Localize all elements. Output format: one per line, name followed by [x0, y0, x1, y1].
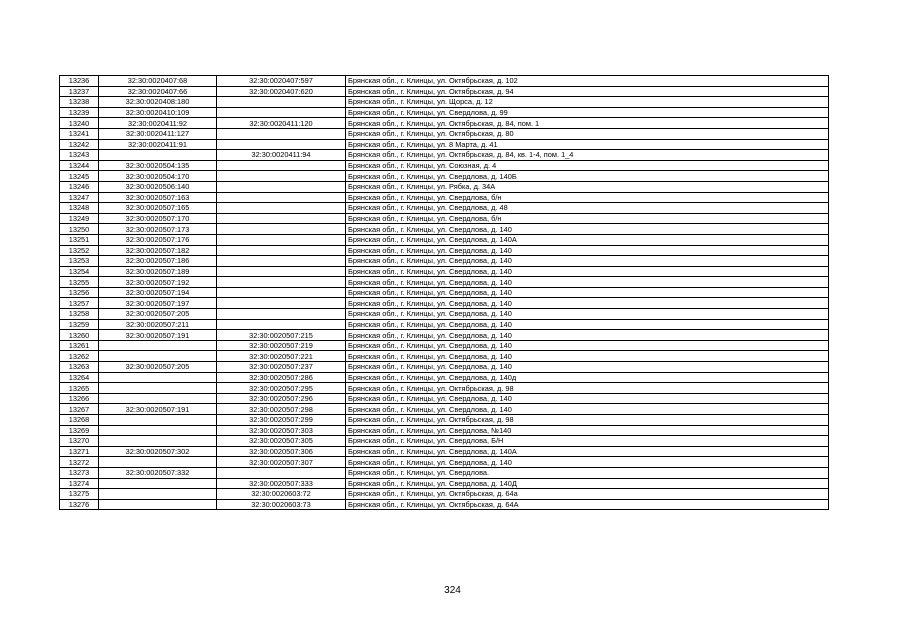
- cadastral-number-secondary-cell: [217, 224, 346, 235]
- row-number-cell: 13249: [60, 213, 99, 224]
- cadastral-number-secondary-cell: [217, 213, 346, 224]
- row-number-cell: 13245: [60, 171, 99, 182]
- table-row: [60, 489, 829, 500]
- address-cell: Брянская обл., г. Клинцы, ул. Свердлова, д. 140: [346, 330, 829, 341]
- address-cell: Брянская обл., г. Клинцы, ул. Свердлова, д. 99: [346, 107, 829, 118]
- cadastral-number-cell: [99, 436, 217, 447]
- row-number-cell: 13253: [60, 256, 99, 267]
- address-cell: Брянская обл., г. Клинцы, ул. Свердлова, д. 140: [346, 351, 829, 362]
- registry-table-body: [60, 76, 829, 510]
- cadastral-number-secondary-cell: 32:30:0020407:597: [217, 76, 346, 87]
- cadastral-number-cell: 32:30:0020506:140: [99, 181, 217, 192]
- table-row: [60, 309, 829, 320]
- row-number-cell: 13236: [60, 76, 99, 87]
- row-number-cell: 13273: [60, 467, 99, 478]
- cadastral-number-cell: 32:30:0020410:109: [99, 107, 217, 118]
- row-number-cell: 13246: [60, 181, 99, 192]
- table-row: [60, 171, 829, 182]
- cadastral-number-secondary-cell: [217, 203, 346, 214]
- cadastral-number-cell: 32:30:0020507:182: [99, 245, 217, 256]
- cadastral-number-secondary-cell: 32:30:0020507:219: [217, 340, 346, 351]
- cadastral-number-secondary-cell: [217, 139, 346, 150]
- row-number-cell: 13266: [60, 393, 99, 404]
- cadastral-number-secondary-cell: [217, 298, 346, 309]
- address-cell: Брянская обл., г. Клинцы, ул. Свердлова, д. 140: [346, 362, 829, 373]
- address-cell: Брянская обл., г. Клинцы, ул. Свердлова, д. 140д: [346, 372, 829, 383]
- address-cell: Брянская обл., г. Клинцы, ул. Свердлова, д. 140: [346, 287, 829, 298]
- address-cell: Брянская обл., г. Клинцы, ул. Свердлова, д. 140: [346, 245, 829, 256]
- row-number-cell: 13258: [60, 309, 99, 320]
- table-row: [60, 256, 829, 267]
- cadastral-number-secondary-cell: 32:30:0020507:286: [217, 372, 346, 383]
- row-number-cell: 13241: [60, 128, 99, 139]
- cadastral-number-secondary-cell: 32:30:0020603:73: [217, 499, 346, 510]
- row-number-cell: 13255: [60, 277, 99, 288]
- table-row: [60, 266, 829, 277]
- row-number-cell: 13269: [60, 425, 99, 436]
- row-number-cell: 13272: [60, 457, 99, 468]
- address-cell: Брянская обл., г. Клинцы, ул. Свердлова, б/н: [346, 192, 829, 203]
- row-number-cell: 13239: [60, 107, 99, 118]
- table-row: [60, 362, 829, 373]
- table-row: [60, 298, 829, 309]
- cadastral-number-cell: [99, 150, 217, 161]
- address-cell: Брянская обл., г. Клинцы, ул. Октябрьская, д. 94: [346, 86, 829, 97]
- address-cell: Брянская обл., г. Клинцы, ул. Свердлова, д. 140: [346, 340, 829, 351]
- cadastral-number-cell: 32:30:0020504:170: [99, 171, 217, 182]
- cadastral-number-cell: [99, 489, 217, 500]
- cadastral-number-cell: 32:30:0020411:92: [99, 118, 217, 129]
- cadastral-number-cell: 32:30:0020507:189: [99, 266, 217, 277]
- row-number-cell: 13262: [60, 351, 99, 362]
- address-cell: Брянская обл., г. Клинцы, ул. Октябрьская, д. 98: [346, 415, 829, 426]
- address-cell: Брянская обл., г. Клинцы, ул. Свердлова.: [346, 467, 829, 478]
- table-row: [60, 393, 829, 404]
- cadastral-number-secondary-cell: 32:30:0020507:305: [217, 436, 346, 447]
- address-cell: Брянская обл., г. Клинцы, ул. Свердлова, б/н: [346, 213, 829, 224]
- address-cell: Брянская обл., г. Клинцы, ул. Рябка, д. 34А: [346, 181, 829, 192]
- table-row: [60, 404, 829, 415]
- table-row: [60, 107, 829, 118]
- row-number-cell: 13276: [60, 499, 99, 510]
- address-cell: Брянская обл., г. Клинцы, ул. Свердлова, д. 140Д: [346, 478, 829, 489]
- table-row: [60, 97, 829, 108]
- cadastral-number-secondary-cell: [217, 245, 346, 256]
- cadastral-number-cell: 32:30:0020411:127: [99, 128, 217, 139]
- cadastral-number-secondary-cell: 32:30:0020507:221: [217, 351, 346, 362]
- address-cell: Брянская обл., г. Клинцы, ул. Щорса, д. 12: [346, 97, 829, 108]
- cadastral-number-cell: [99, 499, 217, 510]
- table-row: [60, 181, 829, 192]
- cadastral-number-secondary-cell: 32:30:0020407:620: [217, 86, 346, 97]
- table-row: [60, 277, 829, 288]
- address-cell: Брянская обл., г. Клинцы, ул. Свердлова, д. 140: [346, 277, 829, 288]
- cadastral-number-secondary-cell: 32:30:0020507:298: [217, 404, 346, 415]
- table-row: [60, 234, 829, 245]
- address-cell: Брянская обл., г. Клинцы, ул. Свердлова, д. 140: [346, 457, 829, 468]
- row-number-cell: 13244: [60, 160, 99, 171]
- address-cell: Брянская обл., г. Клинцы, ул. Свердлова, д. 140А: [346, 446, 829, 457]
- row-number-cell: 13263: [60, 362, 99, 373]
- row-number-cell: 13270: [60, 436, 99, 447]
- table-row: [60, 128, 829, 139]
- table-row: [60, 118, 829, 129]
- cadastral-number-cell: 32:30:0020507:173: [99, 224, 217, 235]
- table-row: [60, 436, 829, 447]
- address-cell: Брянская обл., г. Клинцы, ул. 8 Марта, д. 41: [346, 139, 829, 150]
- cadastral-number-cell: [99, 478, 217, 489]
- address-cell: Брянская обл., г. Клинцы, ул. Свердлова, д. 140: [346, 393, 829, 404]
- cadastral-number-cell: 32:30:0020507:191: [99, 330, 217, 341]
- row-number-cell: 13247: [60, 192, 99, 203]
- cadastral-number-secondary-cell: [217, 97, 346, 108]
- row-number-cell: 13264: [60, 372, 99, 383]
- cadastral-number-secondary-cell: [217, 128, 346, 139]
- table-row: [60, 160, 829, 171]
- cadastral-number-cell: 32:30:0020411:91: [99, 139, 217, 150]
- cadastral-number-cell: 32:30:0020507:165: [99, 203, 217, 214]
- address-cell: Брянская обл., г. Клинцы, ул. Свердлова, д. 140: [346, 266, 829, 277]
- cadastral-number-secondary-cell: 32:30:0020507:215: [217, 330, 346, 341]
- row-number-cell: 13252: [60, 245, 99, 256]
- address-cell: Брянская обл., г. Клинцы, ул. Свердлова, д. 140: [346, 404, 829, 415]
- row-number-cell: 13271: [60, 446, 99, 457]
- table-row: [60, 415, 829, 426]
- address-cell: Брянская обл., г. Клинцы, ул. Свердлова, д. 140: [346, 319, 829, 330]
- row-number-cell: 13243: [60, 150, 99, 161]
- cadastral-number-secondary-cell: [217, 266, 346, 277]
- cadastral-number-secondary-cell: 32:30:0020507:237: [217, 362, 346, 373]
- cadastral-number-cell: [99, 457, 217, 468]
- cadastral-number-cell: 32:30:0020507:191: [99, 404, 217, 415]
- table-row: [60, 457, 829, 468]
- address-cell: Брянская обл., г. Клинцы, ул. Октябрьская, д. 64а: [346, 489, 829, 500]
- row-number-cell: 13265: [60, 383, 99, 394]
- row-number-cell: 13240: [60, 118, 99, 129]
- cadastral-number-secondary-cell: [217, 192, 346, 203]
- row-number-cell: 13260: [60, 330, 99, 341]
- row-number-cell: 13275: [60, 489, 99, 500]
- cadastral-number-secondary-cell: [217, 309, 346, 320]
- row-number-cell: 13256: [60, 287, 99, 298]
- cadastral-number-secondary-cell: 32:30:0020507:296: [217, 393, 346, 404]
- table-row: [60, 425, 829, 436]
- row-number-cell: 13274: [60, 478, 99, 489]
- table-row: [60, 76, 829, 87]
- row-number-cell: 13259: [60, 319, 99, 330]
- table-row: [60, 372, 829, 383]
- row-number-cell: 13267: [60, 404, 99, 415]
- cadastral-number-cell: [99, 351, 217, 362]
- cadastral-number-cell: [99, 425, 217, 436]
- cadastral-number-cell: 32:30:0020507:332: [99, 467, 217, 478]
- address-cell: Брянская обл., г. Клинцы, ул. Октябрьская, д. 80: [346, 128, 829, 139]
- row-number-cell: 13242: [60, 139, 99, 150]
- table-row: [60, 139, 829, 150]
- cadastral-number-secondary-cell: [217, 256, 346, 267]
- cadastral-number-secondary-cell: 32:30:0020507:333: [217, 478, 346, 489]
- address-cell: Брянская обл., г. Клинцы, ул. Союзная, д. 4: [346, 160, 829, 171]
- cadastral-number-cell: 32:30:0020507:205: [99, 309, 217, 320]
- address-cell: Брянская обл., г. Клинцы, ул. Свердлова, д. 140Б: [346, 171, 829, 182]
- cadastral-number-secondary-cell: [217, 287, 346, 298]
- table-row: [60, 287, 829, 298]
- table-row: [60, 86, 829, 97]
- cadastral-number-cell: 32:30:0020507:205: [99, 362, 217, 373]
- row-number-cell: 13248: [60, 203, 99, 214]
- cadastral-number-cell: 32:30:0020407:66: [99, 86, 217, 97]
- row-number-cell: 13261: [60, 340, 99, 351]
- registry-table: [59, 75, 829, 510]
- cadastral-number-cell: 32:30:0020507:163: [99, 192, 217, 203]
- row-number-cell: 13237: [60, 86, 99, 97]
- table-row: [60, 340, 829, 351]
- cadastral-number-secondary-cell: [217, 277, 346, 288]
- cadastral-number-cell: [99, 415, 217, 426]
- row-number-cell: 13268: [60, 415, 99, 426]
- cadastral-number-secondary-cell: [217, 181, 346, 192]
- table-row: [60, 150, 829, 161]
- cadastral-number-secondary-cell: [217, 319, 346, 330]
- cadastral-number-cell: 32:30:0020408:180: [99, 97, 217, 108]
- table-row: [60, 383, 829, 394]
- address-cell: Брянская обл., г. Клинцы, ул. Свердлова, д. 140А: [346, 234, 829, 245]
- cadastral-number-secondary-cell: 32:30:0020507:306: [217, 446, 346, 457]
- table-row: [60, 245, 829, 256]
- cadastral-number-secondary-cell: 32:30:0020507:303: [217, 425, 346, 436]
- address-cell: Брянская обл., г. Клинцы, ул. Октябрьская, д. 84, пом. 1: [346, 118, 829, 129]
- cadastral-number-cell: 32:30:0020507:186: [99, 256, 217, 267]
- table-row: [60, 499, 829, 510]
- table-row: [60, 467, 829, 478]
- cadastral-number-cell: 32:30:0020504:135: [99, 160, 217, 171]
- cadastral-number-secondary-cell: [217, 171, 346, 182]
- cadastral-number-cell: [99, 383, 217, 394]
- table-row: [60, 478, 829, 489]
- cadastral-number-cell: 32:30:0020507:194: [99, 287, 217, 298]
- cadastral-number-cell: [99, 372, 217, 383]
- cadastral-number-secondary-cell: 32:30:0020411:120: [217, 118, 346, 129]
- cadastral-number-cell: 32:30:0020507:170: [99, 213, 217, 224]
- cadastral-number-secondary-cell: [217, 467, 346, 478]
- table-row: [60, 224, 829, 235]
- row-number-cell: 13238: [60, 97, 99, 108]
- address-cell: Брянская обл., г. Клинцы, ул. Свердлова, №140: [346, 425, 829, 436]
- cadastral-number-secondary-cell: [217, 107, 346, 118]
- cadastral-number-cell: [99, 393, 217, 404]
- cadastral-number-cell: 32:30:0020507:197: [99, 298, 217, 309]
- address-cell: Брянская обл., г. Клинцы, ул. Октябрьская, д. 102: [346, 76, 829, 87]
- cadastral-number-secondary-cell: 32:30:0020507:307: [217, 457, 346, 468]
- table-row: [60, 213, 829, 224]
- cadastral-number-cell: 32:30:0020507:176: [99, 234, 217, 245]
- table-row: [60, 330, 829, 341]
- cadastral-number-secondary-cell: 32:30:0020507:299: [217, 415, 346, 426]
- address-cell: Брянская обл., г. Клинцы, ул. Свердлова, д. 140: [346, 224, 829, 235]
- address-cell: Брянская обл., г. Клинцы, ул. Свердлова, д. 48: [346, 203, 829, 214]
- cadastral-number-cell: 32:30:0020507:302: [99, 446, 217, 457]
- cadastral-number-secondary-cell: [217, 160, 346, 171]
- page-number: 324: [444, 585, 461, 596]
- address-cell: Брянская обл., г. Клинцы, ул. Октябрьская, д. 84, кв. 1-4, пом. 1_4: [346, 150, 829, 161]
- address-cell: Брянская обл., г. Клинцы, ул. Свердлова, д. 140: [346, 256, 829, 267]
- cadastral-number-cell: [99, 340, 217, 351]
- address-cell: Брянская обл., г. Клинцы, ул. Октябрьская, д. 98: [346, 383, 829, 394]
- address-cell: Брянская обл., г. Клинцы, ул. Свердлова, д. 140: [346, 298, 829, 309]
- row-number-cell: 13254: [60, 266, 99, 277]
- row-number-cell: 13250: [60, 224, 99, 235]
- address-cell: Брянская обл., г. Клинцы, ул. Свердлова, д. 140: [346, 309, 829, 320]
- address-cell: Брянская обл., г. Клинцы, ул. Свердлова, Б/Н: [346, 436, 829, 447]
- row-number-cell: 13257: [60, 298, 99, 309]
- cadastral-number-cell: 32:30:0020407:68: [99, 76, 217, 87]
- cadastral-number-cell: 32:30:0020507:192: [99, 277, 217, 288]
- table-row: [60, 192, 829, 203]
- cadastral-number-secondary-cell: 32:30:0020507:295: [217, 383, 346, 394]
- cadastral-number-secondary-cell: 32:30:0020411:94: [217, 150, 346, 161]
- cadastral-number-secondary-cell: 32:30:0020603:72: [217, 489, 346, 500]
- address-cell: Брянская обл., г. Клинцы, ул. Октябрьская, д. 64А: [346, 499, 829, 510]
- row-number-cell: 13251: [60, 234, 99, 245]
- cadastral-number-cell: 32:30:0020507:211: [99, 319, 217, 330]
- table-row: [60, 351, 829, 362]
- table-row: [60, 446, 829, 457]
- table-row: [60, 319, 829, 330]
- table-row: [60, 203, 829, 214]
- cadastral-number-secondary-cell: [217, 234, 346, 245]
